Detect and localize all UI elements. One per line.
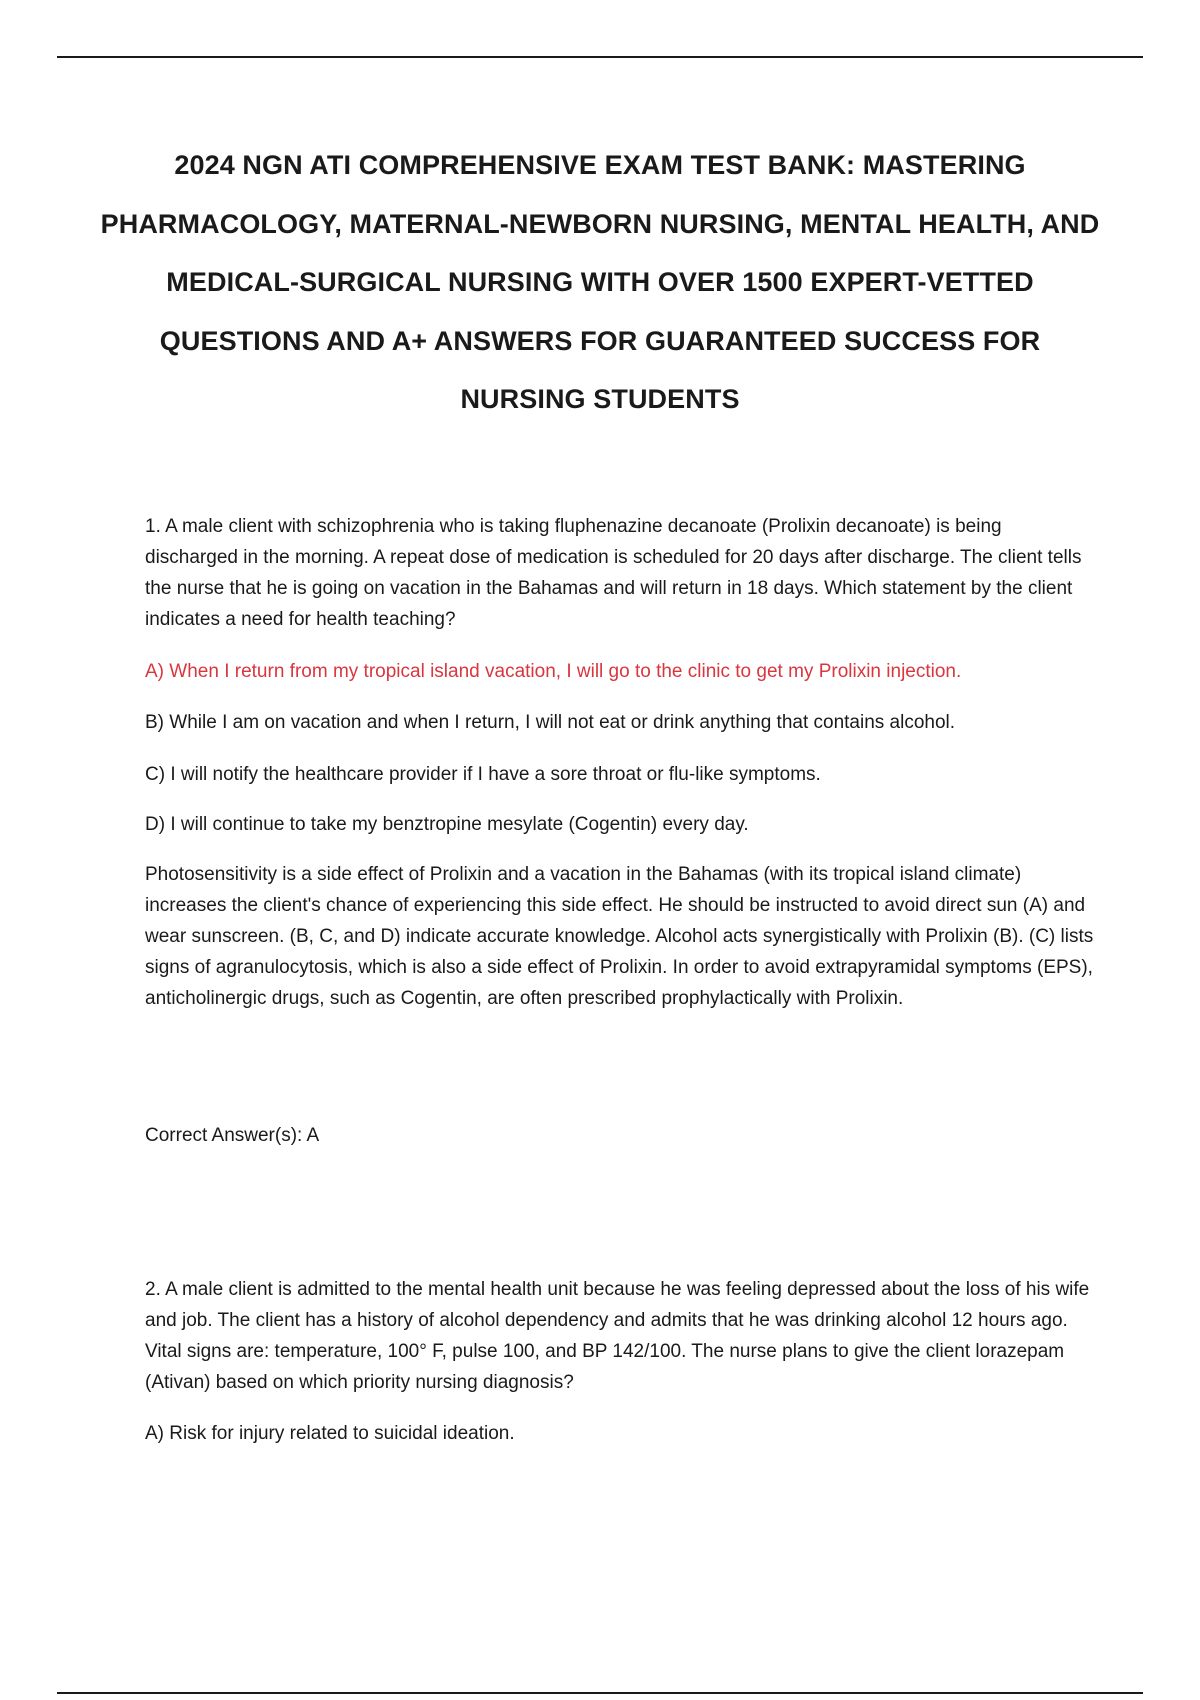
question-1-option-c: C) I will notify the healthcare provider if I have a sore throat or flu-like symptoms. — [145, 764, 821, 785]
top-rule — [57, 56, 1143, 58]
bottom-rule — [57, 1692, 1143, 1694]
question-2-stem: 2. A male client is admitted to the mental health unit because he was feeling depressed about the loss of his wife and job. The client has a history of alcohol dependency and admits that he was drinking alcohol 12 hours ago. Vital signs are: temperature, 100° F, pulse 100, and BP 142/100. The nurse plans to give the client lorazepam (Ativan) based on which priority nursing diagnosis? — [145, 1279, 1090, 1393]
question-2-option-a: A) Risk for injury related to suicidal ideation. — [145, 1423, 515, 1444]
question-1-stem: 1. A male client with schizophrenia who is taking fluphenazine decanoate (Prolixin decanoate) is being discharged in the morning. A repeat dose of medication is scheduled for 20 days after discharge. The client tells the nurse that he is going on vacation in the Bahamas and will return in 18 days. Which statement by the client indicates a need for health teaching? — [145, 516, 1082, 630]
question-1-option-a: A) When I return from my tropical island vacation, I will go to the clinic to get my Prolixin injection. — [145, 661, 962, 682]
question-1-correct-answer: Correct Answer(s): A — [145, 1125, 320, 1146]
document-title: 2024 NGN ATI COMPREHENSIVE EXAM TEST BANK: MASTERING PHARMACOLOGY, MATERNAL-NEWBORN NURSING, MENTAL HEALTH, AND MEDICAL-SURGICAL NURSING WITH OVER 1500 EXPERT-VETTED QUESTIONS AND A+ ANSWERS FOR GUARANTEED SUCCESS FOR NURSING STUDENTS — [100, 150, 1100, 414]
question-1-option-b: B) While I am on vacation and when I return, I will not eat or drink anything that contains alcohol. — [145, 712, 956, 733]
question-1-option-d: D) I will continue to take my benztropine mesylate (Cogentin) every day. — [145, 814, 749, 835]
question-1-rationale: Photosensitivity is a side effect of Prolixin and a vacation in the Bahamas (with its tropical island climate) increases the client's chance of experiencing this side effect. He should be instructed to avoid direct sun (A) and wear sunscreen. (B, C, and D) indicate accurate knowledge. Alcohol acts synergistically with Prolixin (B). (C) lists signs of agranulocytosis, which is also a side effect of Prolixin. In order to avoid extrapyramidal symptoms (EPS), anticholinergic drugs, such as Cogentin, are often prescribed prophylactically with Prolixin. — [145, 864, 1094, 1009]
